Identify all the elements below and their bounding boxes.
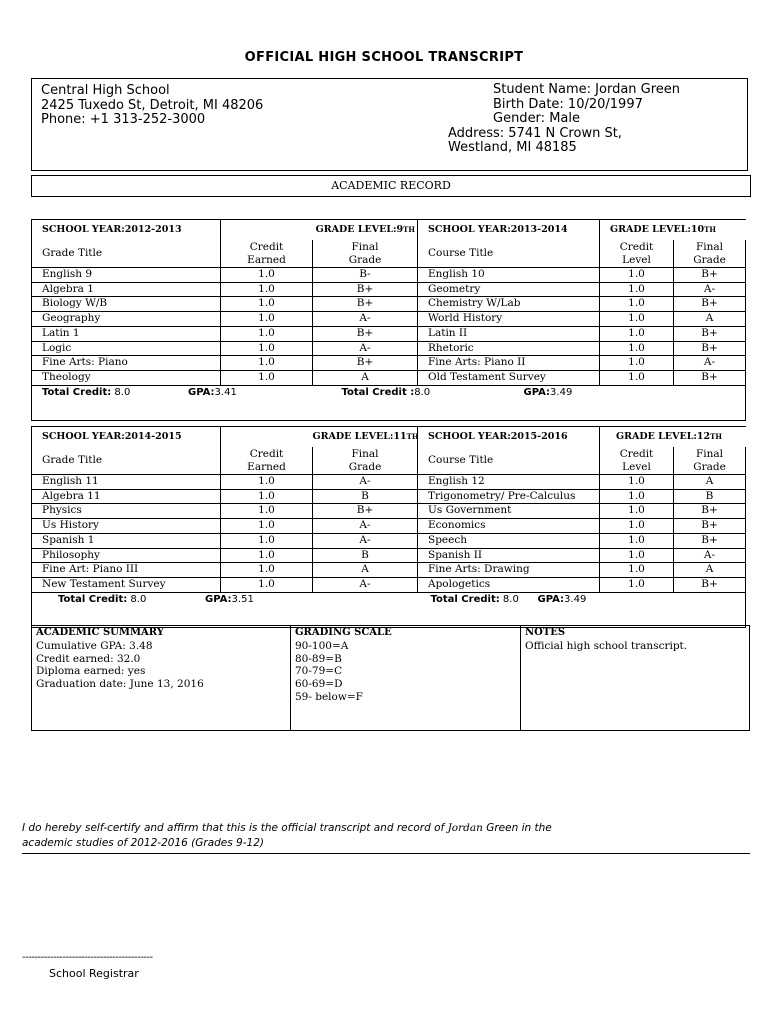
final-grade: B+ (313, 326, 418, 341)
student-gender: Gender: Male (493, 111, 580, 126)
course-name: English 11 (32, 475, 221, 490)
school-year-label: SCHOOL YEAR:2012-2013 (32, 220, 221, 241)
final-grade: B+ (674, 519, 746, 534)
final-grade: B- (313, 268, 418, 283)
total-row-right: Total Credit :8.0 GPA:3.49 (418, 385, 746, 400)
course-name: Geometry (418, 282, 600, 297)
document-title: OFFICIAL HIGH SCHOOL TRANSCRIPT (244, 50, 524, 65)
credit-value: 1.0 (600, 577, 674, 592)
course-name: Old Testament Survey (418, 370, 600, 385)
credit-value: 1.0 (600, 326, 674, 341)
course-name: English 10 (418, 268, 600, 283)
col-header-credit: Credit Earned (221, 447, 313, 475)
credit-value: 1.0 (221, 312, 313, 327)
course-name: Biology W/B (32, 297, 221, 312)
final-grade: B+ (313, 356, 418, 371)
total-row-left: Total Credit: 8.0 GPA:3.41 (32, 385, 418, 400)
course-name: Spanish II (418, 548, 600, 563)
credit-value: 1.0 (600, 282, 674, 297)
grading-scale-line: 90-100=A (295, 639, 349, 652)
final-grade: A- (313, 577, 418, 592)
credit-value: 1.0 (600, 268, 674, 283)
academic-summary-heading: ACADEMIC SUMMARY (36, 627, 164, 638)
summary-line: Credit earned: 32.0 (36, 652, 141, 665)
col-header-credit: Credit Level (600, 447, 674, 475)
course-name: Chemistry W/Lab (418, 297, 600, 312)
final-grade: B+ (674, 326, 746, 341)
course-name: Geography (32, 312, 221, 327)
course-name: World History (418, 312, 600, 327)
final-grade: B+ (313, 297, 418, 312)
course-name: Apologetics (418, 577, 600, 592)
credit-value: 1.0 (221, 548, 313, 563)
credit-value: 1.0 (600, 312, 674, 327)
final-grade: A- (674, 282, 746, 297)
credit-value: 1.0 (221, 297, 313, 312)
total-row-left: Total Credit: 8.0 GPA:3.51 (32, 592, 418, 607)
course-name: Latin 1 (32, 326, 221, 341)
credit-value: 1.0 (221, 563, 313, 578)
table-row (32, 563, 746, 578)
course-name: Fine Arts: Piano II (418, 356, 600, 371)
col-header-title: Course Title (418, 447, 600, 475)
course-name: English 9 (32, 268, 221, 283)
final-grade: B+ (313, 504, 418, 519)
grading-scale (291, 626, 521, 730)
table-row (32, 519, 746, 534)
grading-scale-line: 59- below=F (295, 690, 363, 703)
school-year-label: SCHOOL YEAR:2013-2014 (418, 220, 600, 241)
col-header-title: Grade Title (32, 240, 221, 268)
final-grade: A- (313, 533, 418, 548)
grade-level-label: GRADE LEVEL:11TH (313, 427, 418, 448)
col-header-grade: Final Grade (313, 447, 418, 475)
school-year-label: SCHOOL YEAR:2014-2015 (32, 427, 221, 448)
col-header-title: Course Title (418, 240, 600, 268)
credit-value: 1.0 (600, 533, 674, 548)
final-grade: A (313, 563, 418, 578)
final-grade: B+ (674, 577, 746, 592)
col-header-grade: Final Grade (674, 447, 746, 475)
grading-scale-heading: GRADING SCALE (295, 627, 392, 638)
course-name: Economics (418, 519, 600, 534)
course-name: Us Government (418, 504, 600, 519)
final-grade: A- (313, 519, 418, 534)
course-name: Spanish 1 (32, 533, 221, 548)
table-row (32, 268, 746, 283)
course-name: Rhetoric (418, 341, 600, 356)
course-name: Fine Art: Piano III (32, 563, 221, 578)
credit-value: 1.0 (221, 341, 313, 356)
col-header-credit: Credit Earned (221, 240, 313, 268)
table-row (32, 533, 746, 548)
summary-line: Diploma earned: yes (36, 665, 146, 678)
final-grade: A- (674, 548, 746, 563)
credit-value: 1.0 (221, 504, 313, 519)
signature-line: ------------------------------------------ (22, 952, 153, 963)
final-grade: B+ (674, 504, 746, 519)
summary-box (31, 625, 750, 731)
summary-line: Cumulative GPA: 3.48 (36, 639, 153, 652)
table-row (32, 356, 746, 371)
course-name: New Testament Survey (32, 577, 221, 592)
total-row-right: Total Credit: 8.0 GPA:3.49 (418, 592, 746, 607)
credit-value: 1.0 (600, 548, 674, 563)
student-name: Student Name: Jordan Green (493, 82, 681, 97)
table-row (32, 297, 746, 312)
col-header-grade: Final Grade (674, 240, 746, 268)
credit-value: 1.0 (600, 356, 674, 371)
credit-value: 1.0 (600, 370, 674, 385)
affirmation-divider (22, 853, 750, 854)
year-block-2012-2014 (31, 219, 746, 421)
col-header-title: Grade Title (32, 447, 221, 475)
final-grade: A (313, 370, 418, 385)
summary-line: Graduation date: June 13, 2016 (36, 678, 204, 691)
table-row (32, 312, 746, 327)
credit-value: 1.0 (221, 489, 313, 504)
course-name: Us History (32, 519, 221, 534)
course-name: Philosophy (32, 548, 221, 563)
student-address-line2: Westland, MI 48185 (448, 140, 577, 155)
affirmation-text: I do hereby self-certify and affirm that this is the official transcript and record of Jordan Green in the academic studies of 2012-2016 (Grades 9-12) (22, 822, 552, 849)
credit-value: 1.0 (600, 341, 674, 356)
final-grade: A (674, 563, 746, 578)
table-row (32, 577, 746, 592)
credit-value: 1.0 (221, 356, 313, 371)
final-grade: B+ (674, 341, 746, 356)
school-address: 2425 Tuxedo St, Detroit, MI 48206 (41, 98, 264, 113)
col-header-credit: Credit Level (600, 240, 674, 268)
grading-scale-line: 80-89=B (295, 652, 342, 665)
final-grade: B+ (674, 297, 746, 312)
credit-value: 1.0 (600, 519, 674, 534)
final-grade: A- (313, 312, 418, 327)
final-grade: B+ (674, 268, 746, 283)
notes (521, 626, 749, 730)
year-block-2014-2016 (31, 426, 746, 628)
final-grade: B (313, 489, 418, 504)
final-grade: B (674, 489, 746, 504)
notes-heading: NOTES (525, 627, 566, 638)
course-name: Latin II (418, 326, 600, 341)
final-grade: B+ (674, 533, 746, 548)
credit-value: 1.0 (600, 297, 674, 312)
table-row (32, 341, 746, 356)
table-row (32, 370, 746, 385)
credit-value: 1.0 (221, 282, 313, 297)
credit-value: 1.0 (221, 268, 313, 283)
table-row (32, 548, 746, 563)
final-grade: A- (313, 475, 418, 490)
credit-value: 1.0 (221, 370, 313, 385)
grade-level-label: GRADE LEVEL:12TH (600, 427, 746, 448)
credit-value: 1.0 (600, 504, 674, 519)
table-row (32, 282, 746, 297)
course-name: Fine Arts: Piano (32, 356, 221, 371)
course-name: Trigonometry/ Pre-Calculus (418, 489, 600, 504)
course-name: English 12 (418, 475, 600, 490)
final-grade: A (674, 312, 746, 327)
school-name: Central High School (41, 83, 170, 98)
grading-scale-line: 70-79=C (295, 665, 343, 678)
final-grade: B (313, 548, 418, 563)
course-name: Theology (32, 370, 221, 385)
course-name: Speech (418, 533, 600, 548)
academic-record-heading: ACADEMIC RECORD (31, 175, 751, 197)
table-row (32, 489, 746, 504)
academic-summary (32, 626, 291, 730)
course-name: Algebra 11 (32, 489, 221, 504)
final-grade: B+ (674, 370, 746, 385)
note-line: Official high school transcript. (525, 639, 688, 652)
course-name: Physics (32, 504, 221, 519)
final-grade: A- (313, 341, 418, 356)
school-year-label: SCHOOL YEAR:2015-2016 (418, 427, 600, 448)
col-header-grade: Final Grade (313, 240, 418, 268)
credit-value: 1.0 (600, 563, 674, 578)
course-name: Logic (32, 341, 221, 356)
header-box (31, 78, 748, 171)
student-birth-date: Birth Date: 10/20/1997 (493, 97, 643, 112)
course-name: Algebra 1 (32, 282, 221, 297)
table-row (32, 326, 746, 341)
final-grade: A (674, 475, 746, 490)
student-address-line1: Address: 5741 N Crown St, (448, 126, 622, 141)
final-grade: B+ (313, 282, 418, 297)
table-row (32, 504, 746, 519)
course-name: Fine Arts: Drawing (418, 563, 600, 578)
credit-value: 1.0 (221, 519, 313, 534)
credit-value: 1.0 (600, 489, 674, 504)
credit-value: 1.0 (600, 475, 674, 490)
credit-value: 1.0 (221, 533, 313, 548)
credit-value: 1.0 (221, 577, 313, 592)
grade-level-label: GRADE LEVEL:9TH (313, 220, 418, 241)
final-grade: A- (674, 356, 746, 371)
grade-level-label: GRADE LEVEL:10TH (600, 220, 746, 241)
credit-value: 1.0 (221, 475, 313, 490)
grading-scale-line: 60-69=D (295, 678, 343, 691)
school-phone: Phone: +1 313-252-3000 (41, 112, 206, 127)
table-row (32, 475, 746, 490)
credit-value: 1.0 (221, 326, 313, 341)
signature-label: School Registrar (49, 967, 139, 980)
